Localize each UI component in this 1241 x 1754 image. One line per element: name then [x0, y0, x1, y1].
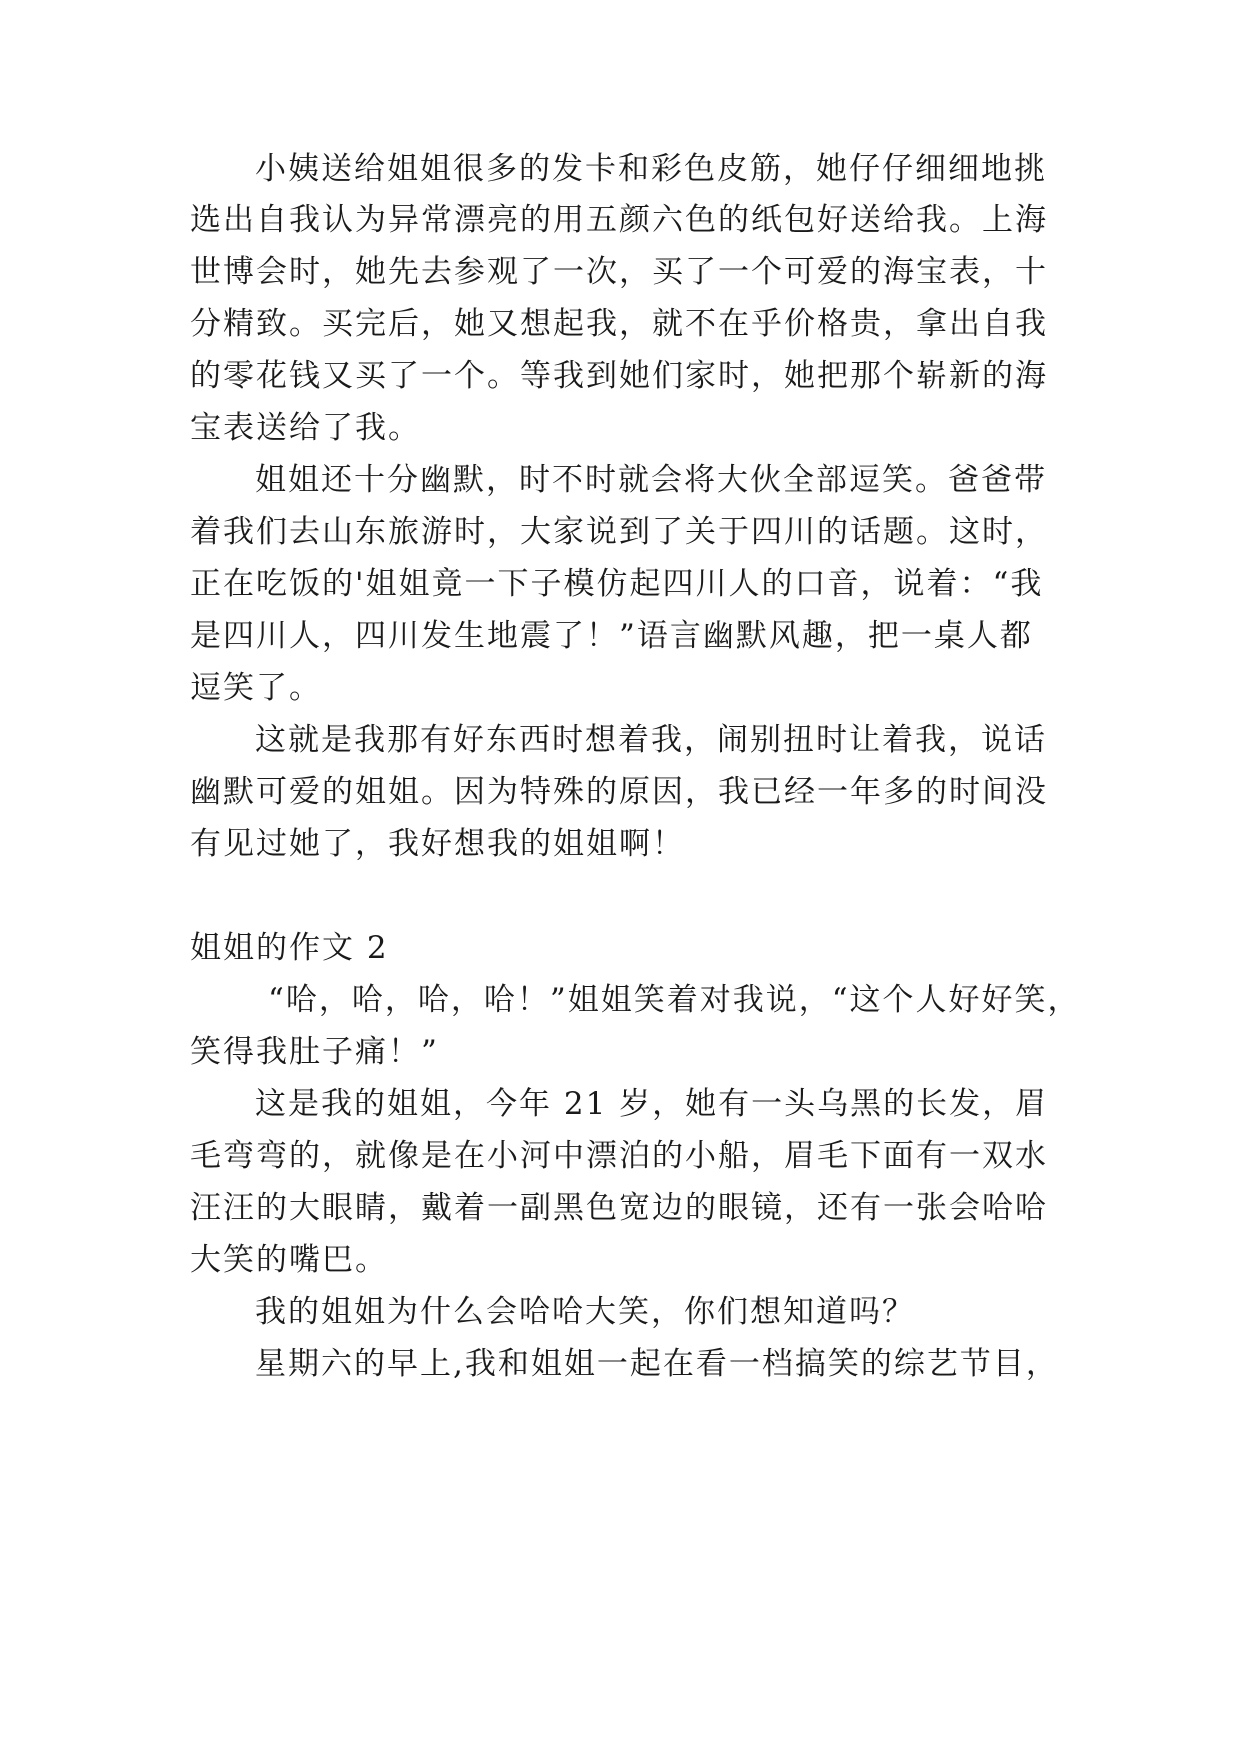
paragraph-3-line-1: 这就是我那有好东西时想着我，闹别扭时让着我，说话 [255, 722, 1047, 758]
paragraph-4-line-1: “哈，哈，哈，哈！”姐姐笑着对我说，“这个人好好笑， [268, 982, 1081, 1018]
paragraph-5-line-2: 毛弯弯的，就像是在小河中漂泊的小船，眉毛下面有一双水 [190, 1138, 1048, 1174]
paragraph-5-line-4: 大笑的嘴巴。 [190, 1242, 388, 1278]
paragraph-1-line-1: 小姨送给姐姐很多的发卡和彩色皮筋，她仔仔细细地挑 [255, 151, 1047, 187]
paragraph-1-line-2: 选出自我认为异常漂亮的用五颜六色的纸包好送给我。上海 [190, 202, 1048, 238]
paragraph-5-line-3: 汪汪的大眼睛，戴着一副黑色宽边的眼镜，还有一张会哈哈 [190, 1190, 1048, 1226]
paragraph-1-line-3: 世博会时，她先去参观了一次，买了一个可爱的海宝表，十 [190, 254, 1048, 290]
paragraph-2-line-3: 正在吃饭的'姐姐竟一下子模仿起四川人的口音，说着：“我 [190, 566, 1044, 602]
paragraph-4-line-2: 笑得我肚子痛！” [190, 1034, 439, 1070]
paragraph-2-line-2: 着我们去山东旅游时，大家说到了关于四川的话题。这时， [190, 514, 1048, 550]
paragraph-3-line-3: 有见过她了，我好想我的姐姐啊！ [190, 826, 685, 862]
paragraph-6-line-1: 我的姐姐为什么会哈哈大笑，你们想知道吗？ [255, 1294, 915, 1330]
paragraph-5-line-1: 这是我的姐姐，今年 21 岁，她有一头乌黑的长发，眉 [255, 1086, 1049, 1122]
paragraph-1-line-6: 宝表送给了我。 [190, 410, 421, 446]
paragraph-2-line-4: 是四川人，四川发生地震了！”语言幽默风趣，把一桌人都 [190, 618, 1033, 654]
paragraph-3-line-2: 幽默可爱的姐姐。因为特殊的原因，我已经一年多的时间没 [190, 774, 1048, 810]
paragraph-2-line-1: 姐姐还十分幽默，时不时就会将大伙全部逗笑。爸爸带 [255, 462, 1047, 498]
essay-title: 姐姐的作文 2 [190, 930, 389, 966]
paragraph-2-line-5: 逗笑了。 [190, 670, 322, 706]
paragraph-1-line-4: 分精致。买完后，她又想起我，就不在乎价格贵，拿出自我 [190, 306, 1048, 342]
paragraph-7-line-1: 星期六的早上,我和姐姐一起在看一档搞笑的综艺节目， [255, 1346, 1059, 1382]
paragraph-1-line-5: 的零花钱又买了一个。等我到她们家时，她把那个崭新的海 [190, 358, 1048, 394]
